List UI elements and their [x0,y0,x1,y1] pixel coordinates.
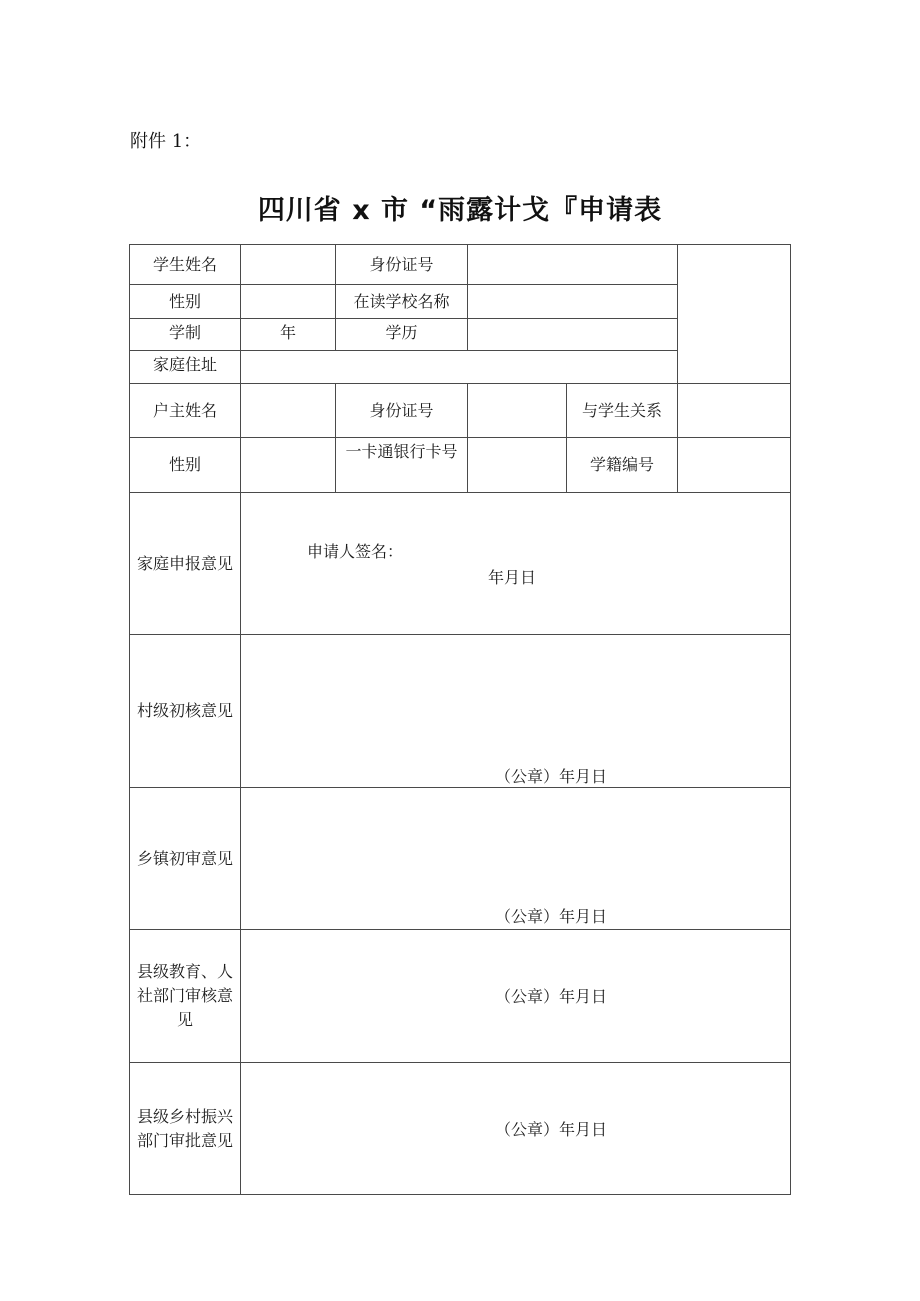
form-title: 四川省 x 市 “雨露计戈『申请表 [257,195,663,226]
student-id-field[interactable] [468,245,677,284]
householder-name-label: 户主姓名 [152,400,217,420]
county-rural-stamp-date: （公章）年月日 [495,1120,608,1139]
family-opinion-label: 家庭申报意见 [136,553,233,573]
education-field[interactable] [468,319,677,350]
photo-box[interactable] [678,245,790,383]
school-name-field[interactable] [468,285,677,318]
student-gender-label: 性别 [168,291,201,311]
attachment-label: 附件 1： [130,131,202,152]
county-edu-opinion-label: 县级教育、人社部门审核意见 [136,962,233,1029]
schooling-years-unit: 年 [279,323,296,342]
home-address-label: 家庭住址 [152,355,217,374]
schooling-length-label: 学制 [168,323,201,342]
village-opinion-label: 村级初核意见 [136,701,233,720]
householder-gender-label: 性别 [168,455,201,474]
town-stamp-date: （公章）年月日 [495,907,608,926]
relation-label: 与学生关系 [581,400,662,420]
student-name-field[interactable] [241,245,335,284]
student-name-label: 学生姓名 [152,254,217,274]
householder-id-label: 身份证号 [369,400,434,420]
student-no-label: 学籍编号 [589,455,654,474]
town-opinion-label: 乡镇初审意见 [136,848,233,868]
householder-gender-field[interactable] [241,438,335,492]
householder-id-field[interactable] [468,384,566,437]
applicant-signature-label: 申请人签名： [307,542,404,561]
village-stamp-date: （公章）年月日 [495,767,608,786]
student-gender-field[interactable] [241,285,335,318]
householder-name-field[interactable] [241,384,335,437]
county-rural-opinion-label: 县级乡村振兴部门审批意见 [136,1106,233,1150]
county-edu-stamp-date: （公章）年月日 [495,987,608,1006]
relation-field[interactable] [678,384,790,437]
student-no-field[interactable] [678,438,790,492]
school-name-label: 在读学校名称 [353,291,450,311]
family-opinion-date: 年月日 [488,568,537,587]
bank-card-field[interactable] [468,438,566,492]
home-address-field[interactable] [241,351,677,383]
student-id-label: 身份证号 [369,254,434,274]
education-label: 学历 [385,323,418,342]
bank-card-label: 一卡通银行卡号 [345,442,458,461]
